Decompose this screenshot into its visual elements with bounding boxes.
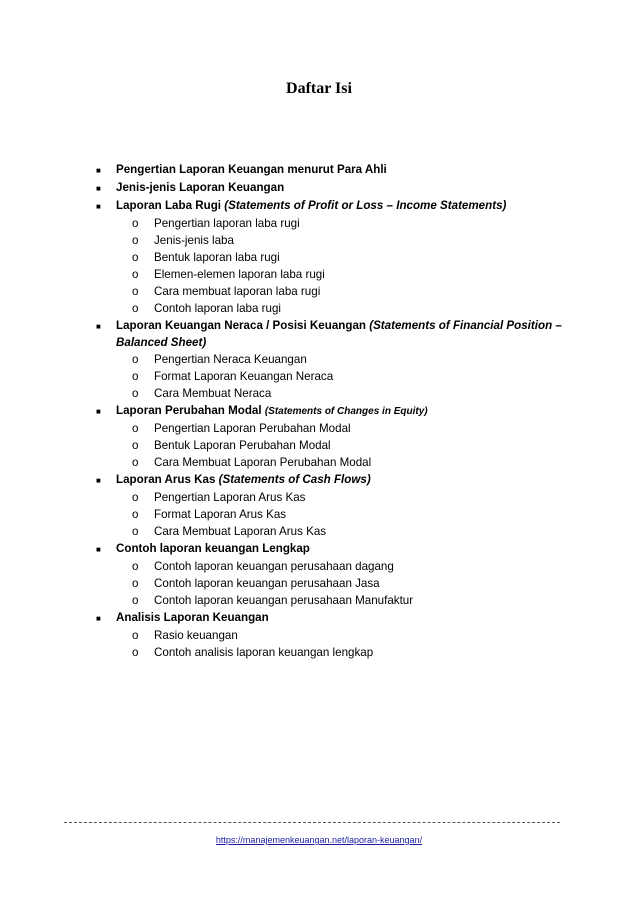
toc-subitem: o Pengertian laporan laba rugi bbox=[132, 217, 300, 230]
toc-heading: Contoh laporan keuangan Lengkap bbox=[116, 542, 310, 555]
footer-link[interactable]: https://manajemenkeuangan.net/laporan-keuangan/ bbox=[215, 835, 423, 845]
toc-subitem: o Rasio keuangan bbox=[132, 629, 238, 642]
square-bullet-icon: ■ bbox=[96, 322, 101, 331]
toc-subitem: o Elemen-elemen laporan laba rugi bbox=[132, 268, 325, 281]
toc-subitem: o Contoh laporan keuangan perusahaan Manufaktur bbox=[132, 594, 414, 607]
toc-subitem: o Bentuk Laporan Perubahan Modal bbox=[132, 439, 331, 452]
toc-section-2 bbox=[96, 179, 566, 197]
toc-subitem: o Contoh analisis laporan keuangan lengkap bbox=[132, 646, 374, 659]
toc-subitem: o Bentuk laporan laba rugi bbox=[132, 251, 280, 264]
toc-section-7 bbox=[96, 540, 566, 609]
toc-heading: Laporan Arus Kas (Statements of Cash Flows) bbox=[116, 473, 371, 486]
footer-divider bbox=[64, 822, 560, 823]
toc-subitem: o Contoh laporan keuangan perusahaan Jasa bbox=[132, 577, 380, 590]
page-title: Daftar Isi bbox=[286, 80, 352, 97]
toc-heading: Laporan Keuangan Neraca / Posisi Keuangan (Statements of Financial Position – Balanced Sheet) bbox=[116, 319, 562, 349]
toc-section-4 bbox=[96, 317, 566, 402]
toc-subitem: o Pengertian Laporan Perubahan Modal bbox=[132, 422, 351, 435]
toc-subitem: o Cara Membuat Laporan Arus Kas bbox=[132, 525, 327, 538]
toc-section-6 bbox=[96, 471, 566, 540]
toc-subitem: o Cara Membuat Laporan Perubahan Modal bbox=[132, 456, 372, 469]
table-of-contents bbox=[96, 161, 566, 661]
square-bullet-icon: ■ bbox=[96, 202, 101, 211]
toc-subitem: o Contoh laporan laba rugi bbox=[132, 302, 281, 315]
toc-subitem: o Jenis-jenis laba bbox=[132, 234, 234, 247]
toc-subitem: o Cara Membuat Neraca bbox=[132, 387, 272, 400]
toc-heading: Laporan Perubahan Modal (Statements of Changes in Equity) bbox=[116, 404, 428, 417]
square-bullet-icon: ■ bbox=[96, 614, 101, 623]
toc-heading: Pengertian Laporan Keuangan menurut Para Ahli bbox=[116, 163, 387, 176]
square-bullet-icon: ■ bbox=[96, 184, 101, 193]
toc-section-1 bbox=[96, 161, 566, 179]
toc-heading: Analisis Laporan Keuangan bbox=[116, 611, 269, 624]
square-bullet-icon: ■ bbox=[96, 166, 101, 175]
toc-subitem: o Cara membuat laporan laba rugi bbox=[132, 285, 321, 298]
toc-section-8 bbox=[96, 609, 566, 661]
toc-subitem: o Pengertian Laporan Arus Kas bbox=[132, 491, 306, 504]
toc-subitem: o Format Laporan Arus Kas bbox=[132, 508, 287, 521]
square-bullet-icon: ■ bbox=[96, 545, 101, 554]
toc-heading: Laporan Laba Rugi (Statements of Profit or Loss – Income Statements) bbox=[116, 199, 507, 212]
toc-heading: Jenis-jenis Laporan Keuangan bbox=[116, 181, 285, 194]
square-bullet-icon: ■ bbox=[96, 407, 101, 416]
toc-subitem: o Pengertian Neraca Keuangan bbox=[132, 353, 307, 366]
toc-section-5 bbox=[96, 402, 566, 471]
toc-subitem: o Format Laporan Keuangan Neraca bbox=[132, 370, 334, 383]
square-bullet-icon: ■ bbox=[96, 476, 101, 485]
toc-section-3 bbox=[96, 197, 566, 317]
toc-subitem: o Contoh laporan keuangan perusahaan dagang bbox=[132, 560, 394, 573]
